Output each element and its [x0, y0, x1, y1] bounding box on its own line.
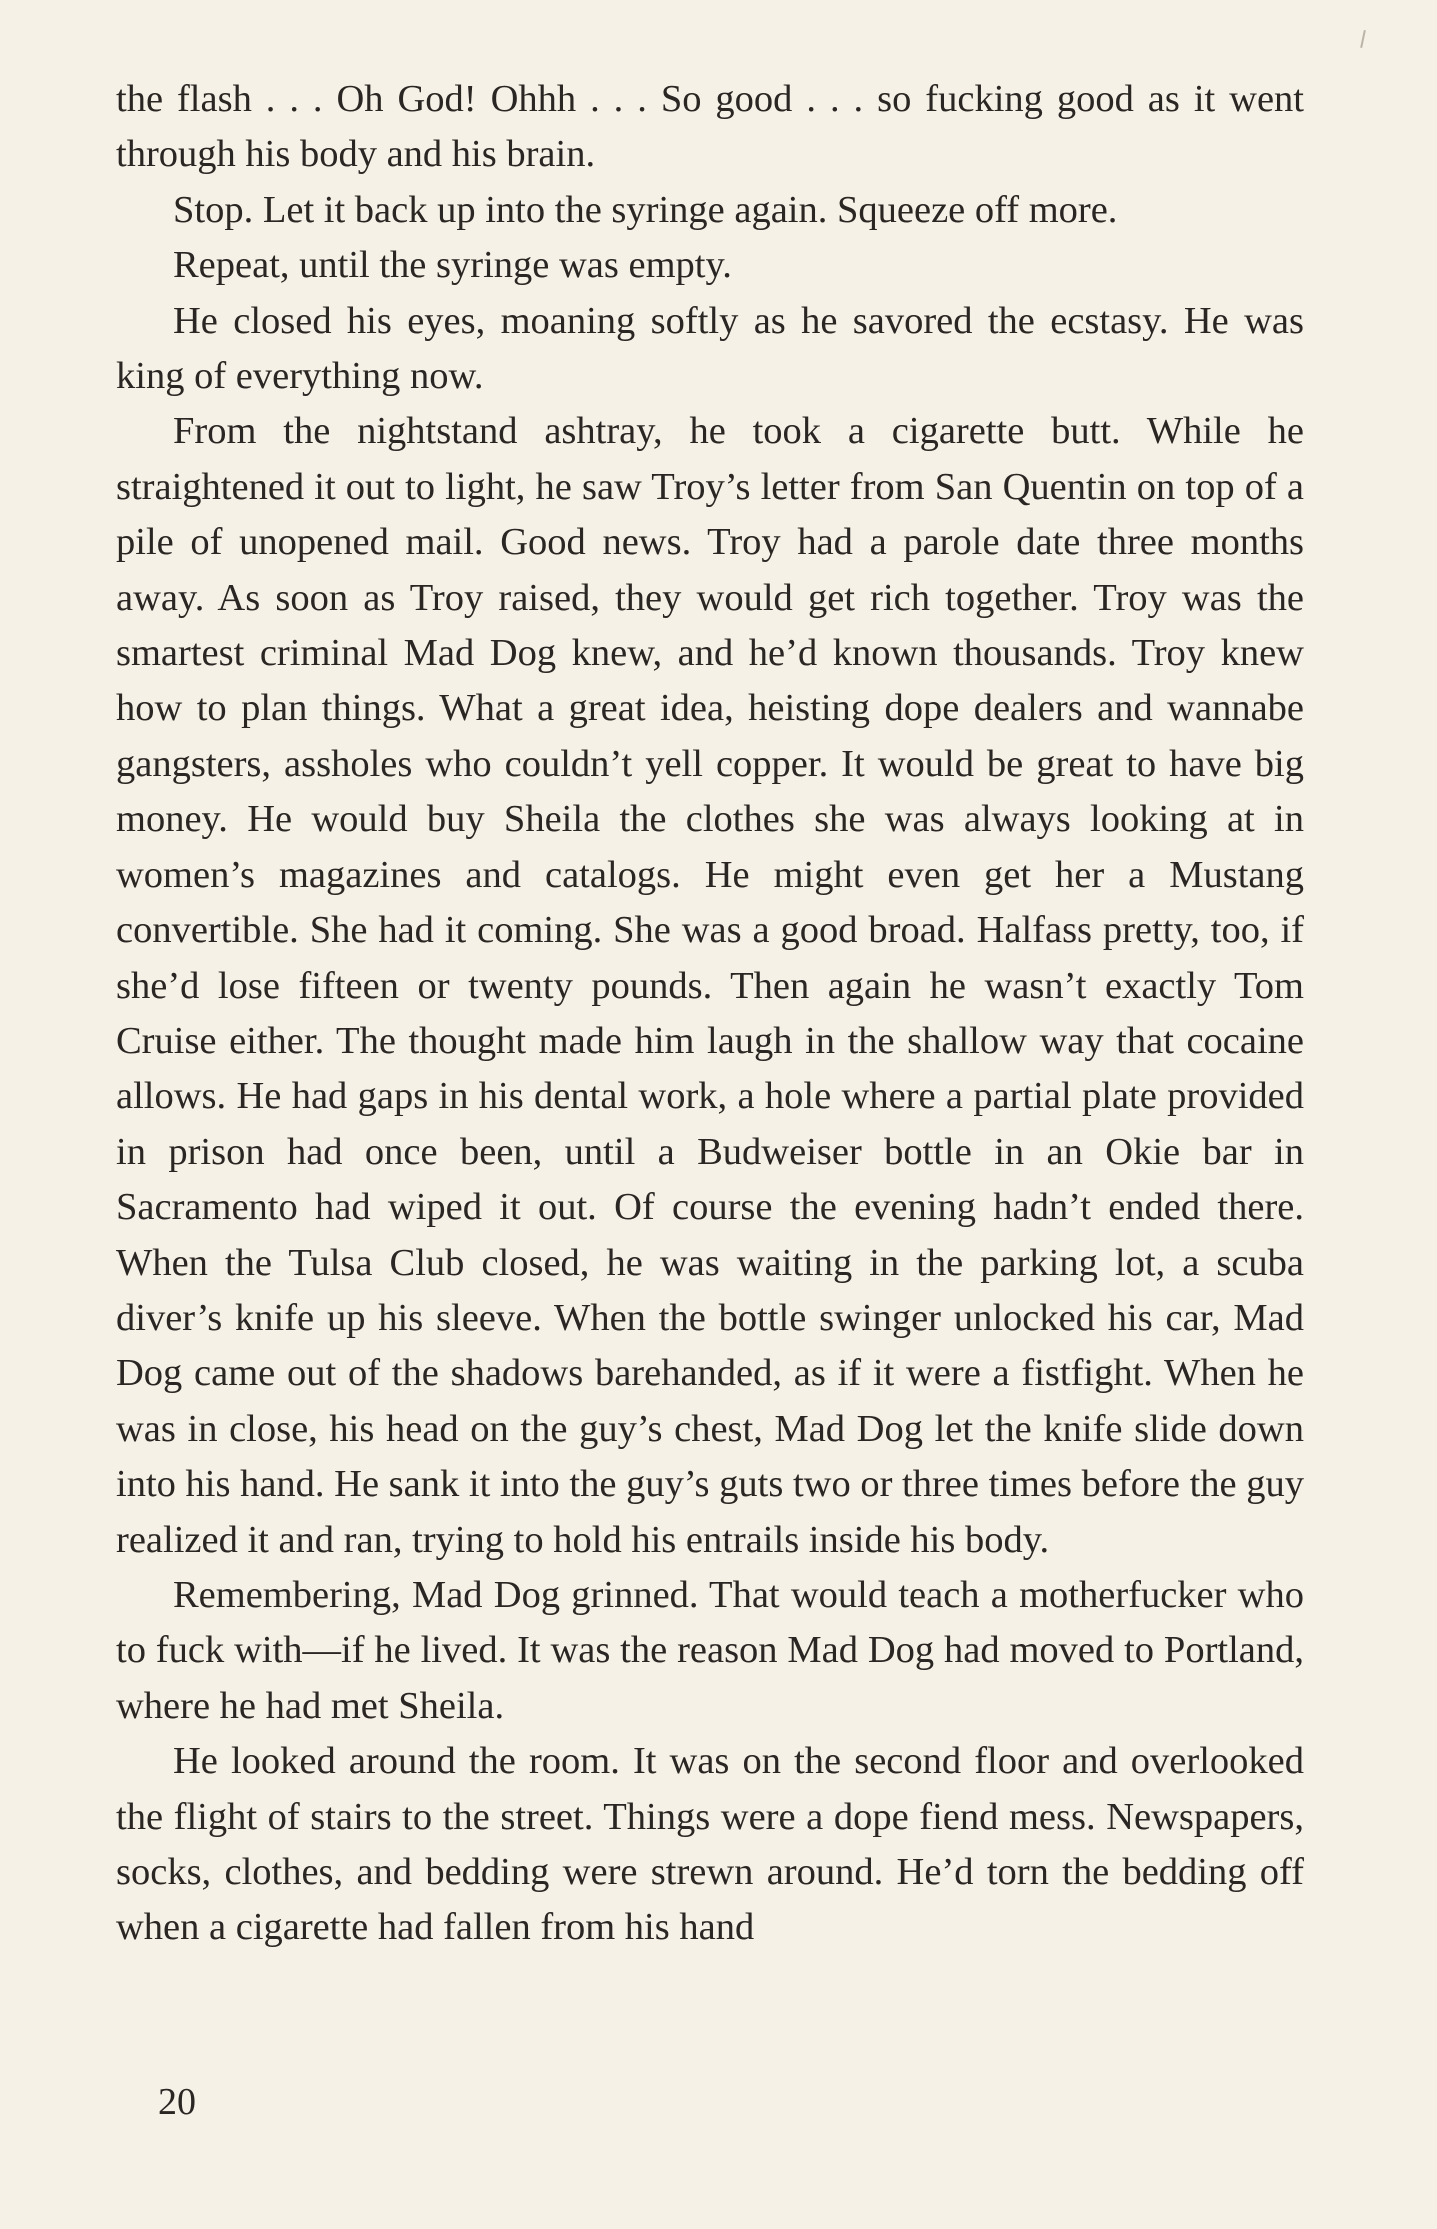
scan-speck — [1360, 30, 1366, 48]
paragraph-1: the flash . . . Oh God! Ohhh . . . So good . . . so fucking good as it went through his body and his brain. — [116, 78, 1304, 176]
paragraph-2: Stop. Let it back up into the syringe again. Squeeze off more. — [173, 188, 1118, 231]
body-text — [116, 72, 1304, 1956]
paragraph-7: He looked around the room. It was on the second floor and overlooked the flight of stairs to the street. Things were a dope fiend mess. Newspapers, socks, clothes, and bedding were strewn around. He’d torn the bedding off when a cigarette had fallen from his hand — [116, 1740, 1304, 1949]
paragraph-4: He closed his eyes, moaning softly as he savored the ecstasy. He was king of everything now. — [116, 299, 1304, 398]
page-number: 20 — [158, 2081, 196, 2123]
paragraph-6: Remembering, Mad Dog grinned. That would teach a motherfucker who to fuck with—if he lived. It was the reason Mad Dog had moved to Portland, where he had met Sheila. — [116, 1573, 1304, 1727]
paragraph-3: Repeat, until the syringe was empty. — [173, 244, 732, 287]
paragraph-5: From the nightstand ashtray, he took a cigarette butt. While he straightened it out to light, he saw Troy’s letter from San Quentin on top of a pile of unopened mail. Good news. Troy had a parole date three months away. As soon as Troy raised, they would get rich together. Troy was the smartest criminal Mad Dog knew, and he’d known thousands. Troy knew how to plan things. What a great idea, heisting dope dealers and wannabe gangsters, assholes who couldn’t yell copper. It would be great to have big money. He would buy Sheila the clothes she was always looking at in women’s magazines and catalogs. He might even get her a Mustang convertible. She had it coming. She was a good broad. Halfass pretty, too, if she’d lose fifteen or twenty pounds. Then again he wasn’t exactly Tom Cruise either. The thought made him laugh in the shallow way that cocaine allows. He had gaps in his dental work, a hole where a partial plate provided in prison had once been, until a Budweiser bottle in an Okie bar in Sacramento had wiped it out. Of course the evening hadn’t ended there. When the Tulsa Club closed, he was waiting in the parking lot, a scuba diver’s knife up his sleeve. When the bottle swinger unlocked his car, Mad Dog came out of the shadows barehanded, as if it were a fistfight. When he was in close, his head on the guy’s chest, Mad Dog let the knife slide down into his hand. He sank it into the guy’s guts two or three times before the guy realized it and ran, trying to hold his entrails inside his body. — [116, 410, 1304, 1561]
